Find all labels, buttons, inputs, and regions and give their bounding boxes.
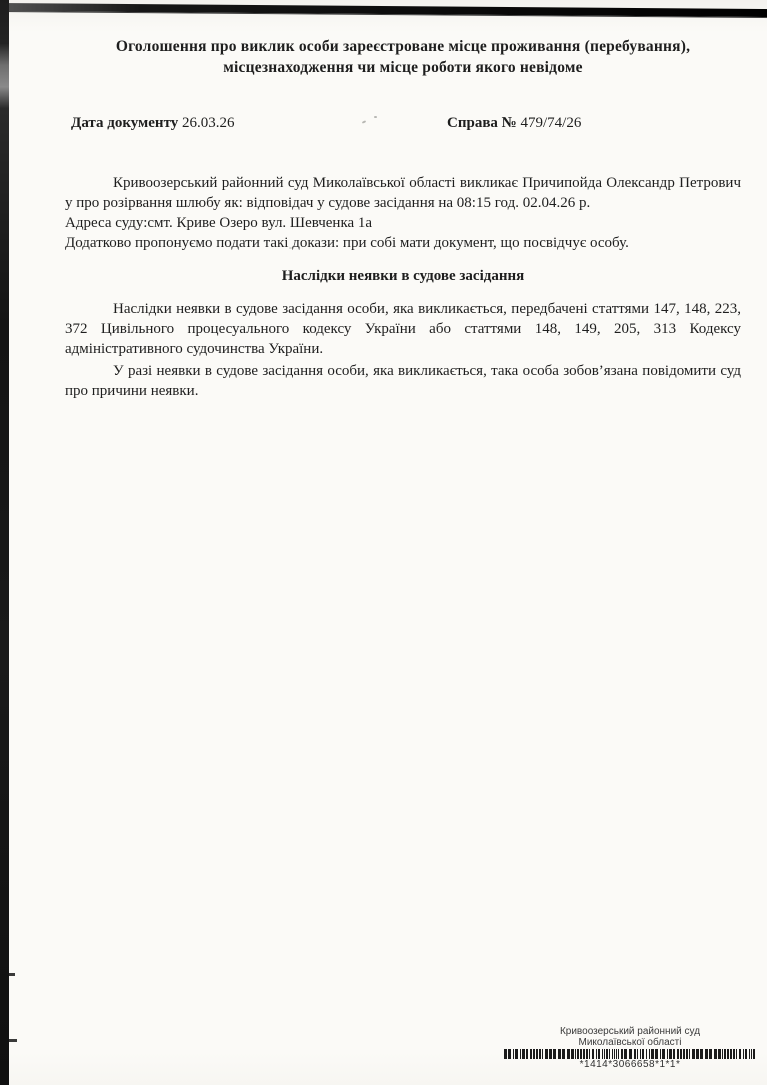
document-title-line1: Оголошення про виклик особи зареєстроване місце проживання (перебування),	[115, 38, 691, 55]
scan-edge-mark	[9, 973, 15, 976]
document-title-line2: місцезнаходження чи місце роботи якого невідоме	[223, 59, 583, 76]
absence-obligation-paragraph: У разі неявки в судове засідання особи, яка викликається, така особа зобов’язана повідомити суд про причини неявки.	[65, 363, 741, 399]
footer-court-name-line1: Кривоозерський районний суд	[559, 1026, 701, 1037]
summons-paragraph: Кривоозерський районний суд Миколаївської області викликає Причипойда Олександр Петрович у про розірвання шлюбу як: відповідач у судове засідання на 08:15 год. 02.04.26 р.	[65, 175, 741, 211]
case-number-label: Справа №	[447, 115, 517, 131]
barcode-text: *1414*3066658*1*1*	[579, 1059, 681, 1070]
document-body	[65, 0, 741, 401]
consequences-paragraph: Наслідки неявки в судове засідання особи, яка викликається, передбачені статтями 147, 148, 223, 372 Цивільного процесуального кодексу України або статтями 148, 149, 205, 313 Кодексу адміністративного судочинства України.	[65, 301, 741, 357]
footer-court-name-line2: Миколаївської області	[578, 1037, 682, 1048]
scan-edge-mark	[9, 1039, 17, 1042]
case-number	[447, 115, 581, 132]
document-date-value: 26.03.26	[182, 115, 235, 131]
document-meta-row	[65, 115, 741, 135]
document-date-label: Дата документу	[71, 115, 179, 131]
scanner-edge-left	[0, 0, 9, 1085]
court-address-line: Адреса суду:смт. Криве Озеро вул. Шевченка 1а	[65, 215, 373, 231]
document-title	[65, 36, 741, 78]
case-number-value: 479/74/26	[520, 115, 582, 131]
court-stamp-footer	[497, 1026, 763, 1070]
barcode	[504, 1049, 756, 1059]
evidence-line: Додатково пропонуємо подати такі докази: при собі мати документ, що посвідчує особу.	[65, 235, 629, 251]
section-heading: Наслідки неявки в судове засідання	[281, 268, 525, 284]
document-date	[71, 115, 235, 132]
